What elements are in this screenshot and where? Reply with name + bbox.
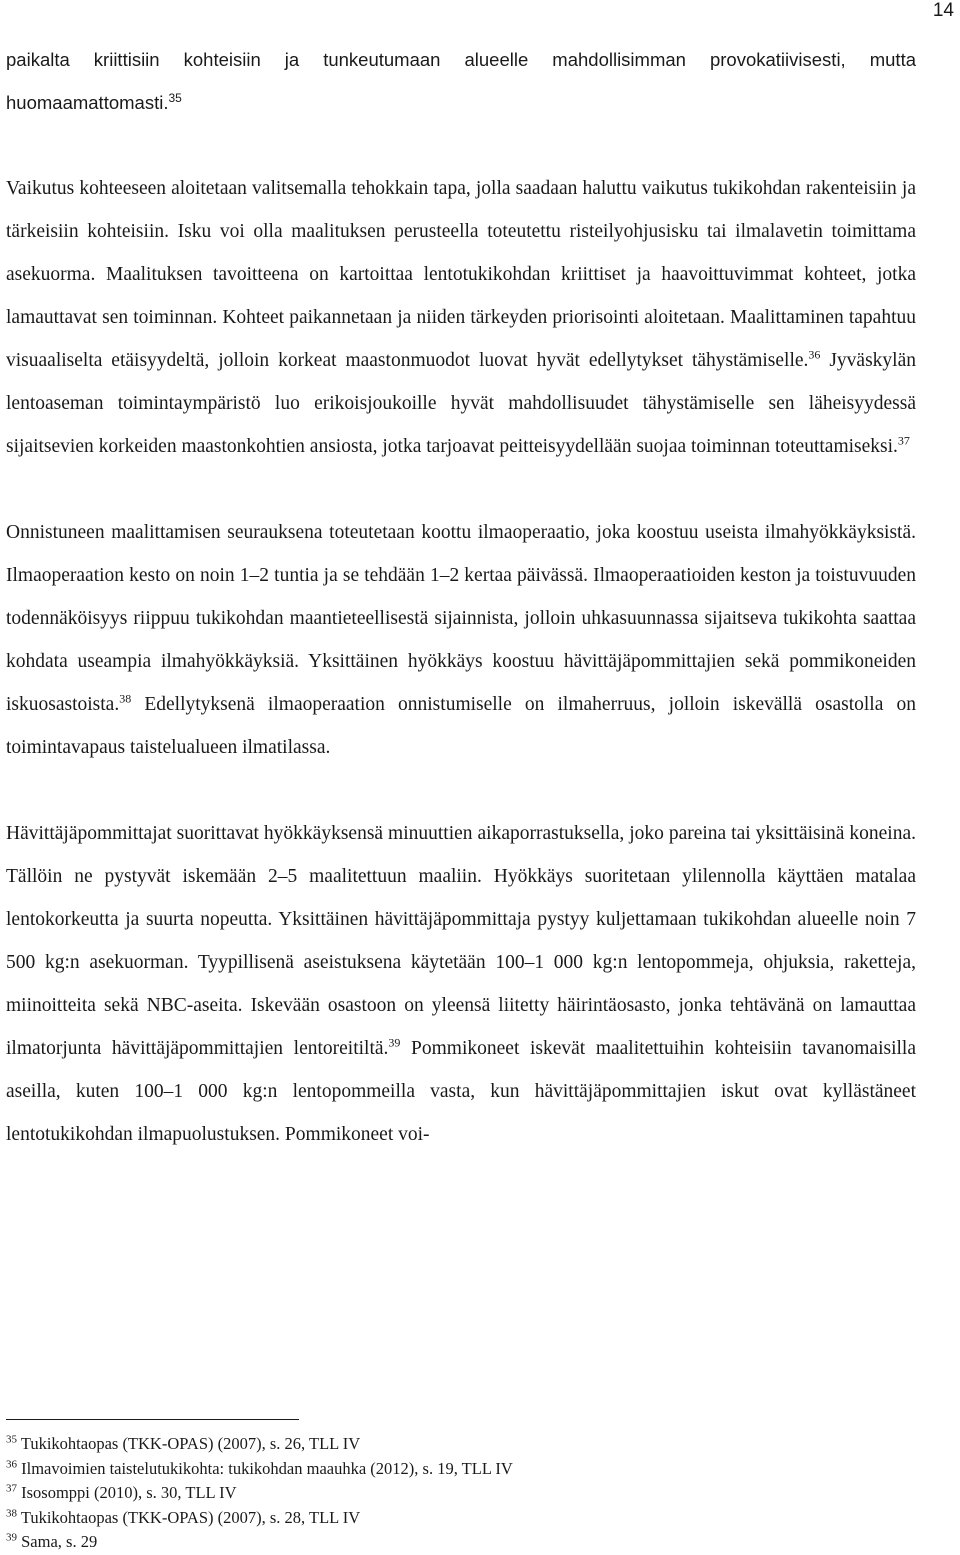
paragraph-air-operation (6, 511, 916, 769)
paragraph-text: Edellytyksenä ilmaoperaation onnistumiselle on ilmaherruus, jolloin iskevällä osastolla on toimintavapaus taistelualueen ilmatilassa. (6, 694, 916, 758)
footnote-divider (6, 1419, 299, 1420)
footnote-text: Ilmavoimien taistelutukikohta: tukikohdan maauhka (2012), s. 19, TLL IV (21, 1458, 513, 1478)
footnote-text: Tukikohtaopas (TKK-OPAS) (2007), s. 28, TLL IV (20, 1507, 361, 1527)
footnote-37 (6, 1481, 906, 1506)
footnote-number: 39 (6, 1531, 17, 1544)
footnote-number: 37 (6, 1482, 17, 1495)
footnotes (6, 1432, 906, 1555)
footnote-ref-38: 38 (119, 691, 132, 706)
footnote-number: 36 (6, 1458, 17, 1470)
paragraph-text: Vaikutus kohteeseen aloitetaan valitsemalla tehokkain tapa, jolla saadaan haluttu vaikutus tukikohdan rakenteisiin ja tärkeisiin kohteisiin. Isku voi olla maalituksen perusteella toteutettu risteilyohjusisku tai ilmalavetin toimittama asekuorma. Maalituksen tavoitteena on kartoittaa lentotukikohdan kriittiset ja haavoittuvimmat kohteet, jotka lamauttavat sen toiminnan. Kohteet paikannetaan ja niiden tärkeyden priorisointi aloitetaan. Maalittaminen tapahtuu visuaaliselta etäisyydeltä, jolloin korkeat maastonmuodot luovat hyvät edellytykset tähystämiselle. (6, 178, 916, 371)
footnote-ref-37: 37 (897, 433, 910, 448)
footnote-ref-35: 35 (168, 90, 182, 105)
footnote-39 (6, 1530, 906, 1555)
footnote-38 (6, 1506, 906, 1531)
paragraph-targeting (6, 167, 916, 468)
paragraph-text: Pommikoneet iskevät maalitettuihin kohteisiin tavanomaisilla aseilla, kuten 100–1 000 kg:n lentopommeilla vasta, kun hävittäjäpommittajien iskut ovat kyllästäneet lentotukikohdan ilmapuolustuksen. Pommikoneet voi- (6, 1038, 916, 1145)
footnote-text: Isosomppi (2010), s. 30, TLL IV (21, 1483, 237, 1502)
footnote-36 (6, 1457, 906, 1482)
footnote-ref-36: 36 (808, 347, 821, 362)
paragraph-text: Jyväskylän lentoaseman toimintaympäristö luo erikoisjoukoille hyvät mahdollisuudet tähystämiselle sen läheisyydessä sijaitsevien korkeiden maastonkohtien ansiosta, jotka tarjoavat peitteisyydellään suojaa toiminnan toteuttamiseksi. (6, 350, 916, 457)
footnote-number: 38 (6, 1507, 17, 1519)
footnote-ref-39: 39 (388, 1035, 401, 1050)
paragraph-intro (6, 38, 916, 124)
page-number: 14 (932, 0, 954, 21)
paragraph-text: paikalta kriittisiin kohteisiin ja tunkeutumaan alueelle mahdollisimman provokatiivisesti, mutta huomaamattomasti. (6, 49, 916, 113)
paragraph-text: Onnistuneen maalittamisen seurauksena toteutetaan koottu ilmaoperaatio, joka koostuu useista ilmahyökkäyksistä. Ilmaoperaation kesto on noin 1–2 tuntia ja se tehdään 1–2 kertaa päivässä. Ilmaoperaatioiden keston ja toistuvuuden todennäköisyys riippuu tukikohdan maantieteellisestä sijainnista, jolloin uhkasuunnassa sijaitseva tukikohta saattaa kohdata useampia ilmahyökkäyksiä. Yksittäinen hyökkäys koostuu hävittäjäpommittajien sekä pommikoneiden iskuosastoista. (6, 522, 916, 715)
paragraph-text: Hävittäjäpommittajat suorittavat hyökkäyksensä minuuttien aikaporrastuksella, joko pareina tai yksittäisinä koneina. Tällöin ne pystyvät iskemään 2–5 maalitettuun maaliin. Hyökkäys suoritetaan ylilennolla käyttäen matalaa lentokorkeutta ja suurta nopeutta. Yksittäinen hävittäjäpommittaja pystyy kuljettamaan tukikohdan alueelle noin 7 500 kg:n asekuorman. Tyypillisenä aseistuksena käytetään 100–1 000 kg:n lentopommeja, ohjuksia, raketteja, miinoitteita sekä NBC-aseita. Iskevään osastoon on yleensä liitetty häirintäosasto, jonka tehtävänä on lamauttaa ilmatorjunta hävittäjäpommittajien lentoreitiltä. (6, 823, 916, 1059)
paragraph-fighter-bombers (6, 812, 916, 1156)
footnote-text: Tukikohtaopas (TKK-OPAS) (2007), s. 26, TLL IV (20, 1434, 361, 1453)
footnote-number: 35 (6, 1433, 17, 1446)
footnote-text: Sama, s. 29 (21, 1532, 98, 1551)
body-text (6, 38, 916, 1156)
footnote-35 (6, 1432, 906, 1457)
